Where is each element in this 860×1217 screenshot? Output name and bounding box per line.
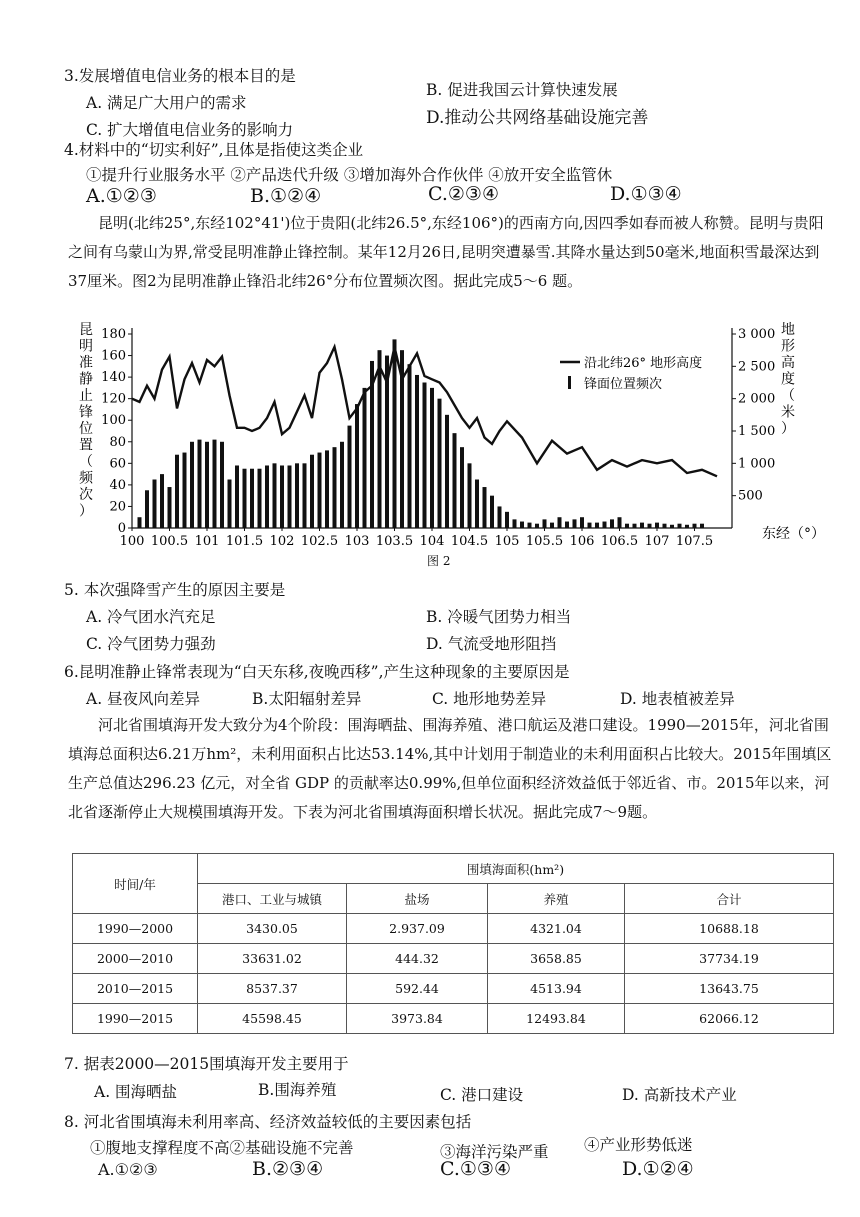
- x-tick-label: 107.5: [675, 534, 714, 549]
- x-tick-label: 105: [494, 534, 520, 549]
- table-cell: 8537.37: [198, 974, 347, 1004]
- q5-option-c: C. 冷气团势力强劲: [86, 635, 216, 653]
- q6-option-a: A. 昼夜风向差异: [86, 690, 201, 708]
- front-frequency-bar: [483, 487, 487, 528]
- q4-option-b: B.①②④: [250, 185, 322, 207]
- table-cell: 1990—2015: [73, 1004, 198, 1034]
- left-tick-label: 100: [101, 413, 126, 429]
- svg-text:昆明准静止锋位置（频次）: 昆明准静止锋位置（频次）: [79, 322, 93, 520]
- x-tick-label: 103.5: [375, 534, 414, 549]
- q8-stem: 8. 河北省围填海未利用率高、经济效益较低的主要因素包括: [64, 1113, 472, 1131]
- x-tick-label: 102: [269, 534, 295, 549]
- x-tick-label: 106: [569, 534, 595, 549]
- table-cell: 33631.02: [198, 944, 347, 974]
- legend-front-frequency: 锋面位置频次: [584, 377, 663, 392]
- front-frequency-bar: [625, 524, 629, 528]
- q6-option-b: B.太阳辐射差异: [252, 690, 362, 708]
- right-tick-label: 1 500: [738, 424, 776, 439]
- front-frequency-bar: [475, 480, 479, 529]
- q8-option-b: B.②③④: [252, 1158, 324, 1180]
- table-cell: 62066.12: [625, 1004, 834, 1034]
- svg-text:地形高度（米）: 地形高度（米）: [781, 322, 795, 437]
- table-cell: 12493.84: [488, 1004, 625, 1034]
- table-cell: 592.44: [347, 974, 488, 1004]
- front-frequency-terrain-chart: [70, 320, 825, 550]
- front-frequency-bar: [235, 465, 239, 528]
- front-frequency-bar: [288, 465, 292, 528]
- left-axis-label: [79, 322, 94, 520]
- table-cell: 3430.05: [198, 914, 347, 944]
- front-frequency-bar: [663, 524, 667, 528]
- front-frequency-bar: [603, 522, 607, 528]
- x-tick-label: 103: [344, 534, 370, 549]
- q8-option-d: D.①②④: [622, 1158, 694, 1180]
- x-tick-label: 105.5: [525, 534, 564, 549]
- x-tick-label: 104: [419, 534, 445, 549]
- front-frequency-bar: [693, 524, 697, 528]
- x-axis-label: 东经（°）: [762, 526, 825, 542]
- q8-option-c: C.①③④: [440, 1158, 511, 1180]
- right-tick-label: 3 000: [738, 327, 776, 342]
- front-frequency-bar: [175, 455, 179, 528]
- table-cell: 13643.75: [625, 974, 834, 1004]
- x-tick-label: 106.5: [600, 534, 639, 549]
- left-tick-label: 20: [109, 499, 126, 515]
- right-tick-label: 500: [738, 488, 763, 504]
- x-tick-label: 101: [194, 534, 220, 549]
- q3-option-a: A. 满足广大用户的需求: [86, 94, 247, 112]
- q7-option-c: C. 港口建设: [440, 1086, 524, 1104]
- right-axis-label: [781, 321, 795, 437]
- front-frequency-bar: [325, 450, 329, 528]
- front-frequency-bar: [700, 524, 704, 528]
- q4-stem: 4.材料中的“切实利好”,且体是指使这类企业: [64, 141, 364, 159]
- front-frequency-bar: [670, 525, 674, 528]
- table-cell: 2000—2010: [73, 944, 198, 974]
- left-tick-label: 180: [101, 327, 126, 342]
- q3-option-b: B. 促进我国云计算快速发展: [426, 81, 618, 99]
- front-frequency-bar: [558, 517, 562, 528]
- front-frequency-bar: [153, 480, 157, 529]
- q4-option-a: A.①②③: [86, 185, 157, 207]
- left-tick-label: 60: [109, 456, 126, 472]
- front-frequency-bar: [423, 383, 427, 529]
- table-cell: 10688.18: [625, 914, 834, 944]
- front-frequency-bar: [355, 404, 359, 528]
- q5-option-d: D. 气流受地形阻挡: [426, 635, 557, 653]
- table-col-header: 盐场: [347, 884, 488, 914]
- q4-items: ①提升行业服务水平 ②产品迭代升级 ③增加海外合作伙伴 ④放开安全监管休: [86, 166, 613, 184]
- q7-option-a: A. 围海晒盐: [94, 1083, 178, 1101]
- front-frequency-bar: [265, 465, 269, 528]
- front-frequency-bar: [273, 463, 277, 528]
- q5-stem: 5. 本次强降雪产生的原因主要是: [64, 581, 286, 599]
- front-frequency-bar: [453, 433, 457, 528]
- q8-option-a: A.①②③: [98, 1160, 158, 1179]
- table-corner-header: 时间/年: [73, 854, 198, 914]
- q8-items-2: ③海洋污染严重: [440, 1143, 549, 1161]
- front-frequency-bar: [588, 523, 592, 528]
- passage-kunming: 昆明(北纬25°,东经102°41')位于贵阳(北纬26.5°,东经106°)的西南方向,因四季如春而被人称赞。昆明与贵阳之间有乌蒙山为界,常受昆明准静止锋控制。某年12月26日,昆明突遭暴雪.其降水量达到50毫米,地面积雪最深达到37厘米。图2为昆明准静止锋沿北纬26°分布位置频次图。据此完成5～6 题。: [68, 214, 824, 290]
- front-frequency-bar: [565, 522, 569, 528]
- q6-option-d: D. 地表植被差异: [620, 690, 735, 708]
- front-frequency-bar: [378, 350, 382, 528]
- passage-hebei: 河北省围填海开发大致分为4个阶段：围海晒盐、围海养殖、港口航运及港口建设。1990—2015年，河北省围填海总面积达6.21万hm²，未利用面积占比达53.14%,其中计划用于制造业的未利用面积占比较大。2015年围填区生产总值达296.23 亿元，对全省 GDP 的贡献率达0.99%,但单位面积经济效益低于邻近省、市。2015年以来，河北省逐渐停止大规模围填海开发。下表为河北省围填海面积增长状况。据此完成7～9题。: [68, 716, 832, 821]
- front-frequency-bar: [520, 522, 524, 528]
- table-row: [73, 914, 834, 944]
- front-frequency-bar: [535, 524, 539, 528]
- front-frequency-bar: [348, 426, 352, 528]
- table-cell: 3973.84: [347, 1004, 488, 1034]
- front-frequency-bar: [513, 519, 517, 528]
- left-tick-label: 120: [101, 391, 126, 407]
- front-frequency-bar: [430, 388, 434, 528]
- q8-items-3: ④产业形势低迷: [584, 1136, 693, 1154]
- table-group-header: 围填海面积(hm²): [198, 854, 834, 884]
- q3-option-c: C. 扩大增值电信业务的影响力: [86, 121, 294, 139]
- front-frequency-bar: [438, 399, 442, 528]
- left-tick-label: 140: [101, 370, 126, 386]
- table-cell: 45598.45: [198, 1004, 347, 1034]
- q5-option-b: B. 冷暖气团势力相当: [426, 608, 572, 626]
- front-frequency-bar: [505, 512, 509, 528]
- table-col-header: 合计: [625, 884, 834, 914]
- front-frequency-bar: [610, 519, 614, 528]
- front-frequency-bar: [213, 440, 217, 528]
- front-frequency-bar: [363, 388, 367, 528]
- table-cell: 4513.94: [488, 974, 625, 1004]
- table-cell: 2.937.09: [347, 914, 488, 944]
- legend-terrain: 沿北纬26° 地形高度: [584, 356, 703, 371]
- front-frequency-bar: [205, 442, 209, 528]
- table-row: [73, 944, 834, 974]
- front-frequency-bar: [685, 525, 689, 528]
- reclamation-area-table: [72, 853, 834, 1034]
- front-frequency-bar: [340, 442, 344, 528]
- q7-option-d: D. 高新技术产业: [622, 1086, 737, 1104]
- front-frequency-bar: [580, 517, 584, 528]
- front-frequency-bar: [220, 442, 224, 528]
- q3-option-d: D.推动公共网络基础设施完善: [426, 108, 649, 128]
- front-frequency-bar: [640, 523, 644, 528]
- front-frequency-bar: [468, 463, 472, 528]
- q5-option-a: A. 冷气团水汽充足: [86, 608, 216, 626]
- front-frequency-bar: [250, 469, 254, 528]
- front-frequency-bar: [648, 524, 652, 528]
- q4-option-c: C.②③④: [428, 183, 499, 205]
- right-tick-label: 2 500: [738, 359, 776, 375]
- front-frequency-bar: [408, 364, 412, 528]
- x-tick-label: 107: [644, 534, 670, 549]
- front-frequency-bar: [168, 487, 172, 528]
- table-cell: 3658.85: [488, 944, 625, 974]
- q7-stem: 7. 据表2000—2015围填海开发主要用于: [64, 1055, 349, 1073]
- front-frequency-bar: [198, 440, 202, 528]
- front-frequency-bar: [303, 463, 307, 528]
- front-frequency-bar: [318, 453, 322, 528]
- front-frequency-bar: [280, 465, 284, 528]
- x-tick-label: 101.5: [225, 534, 264, 549]
- table-row: [73, 974, 834, 1004]
- front-frequency-bar: [595, 523, 599, 528]
- q6-option-c: C. 地形地势差异: [432, 690, 547, 708]
- front-frequency-bar: [498, 506, 502, 528]
- front-frequency-bar: [228, 480, 232, 529]
- front-frequency-bar: [618, 517, 622, 528]
- legend-bar-swatch: [568, 376, 571, 389]
- q3-stem: 3.发展增值电信业务的根本目的是: [64, 67, 296, 85]
- front-frequency-bar: [678, 524, 682, 528]
- left-tick-label: 160: [101, 348, 126, 364]
- right-tick-label: 2 000: [738, 391, 776, 407]
- front-frequency-bar: [138, 517, 142, 528]
- front-frequency-bar: [393, 339, 397, 528]
- front-frequency-bar: [333, 447, 337, 528]
- front-frequency-bar: [543, 519, 547, 528]
- table-cell: 444.32: [347, 944, 488, 974]
- front-frequency-bar: [243, 469, 247, 528]
- left-tick-label: 80: [109, 434, 126, 450]
- chart-legend: [560, 355, 702, 392]
- q6-stem: 6.昆明准静止锋常表现为“白天东移,夜晚西移”,产生这种现象的主要原因是: [64, 663, 570, 681]
- q7-option-b: B.围海养殖: [258, 1081, 337, 1099]
- front-frequency-bar: [310, 455, 314, 528]
- front-frequency-bar: [445, 415, 449, 528]
- q4-option-d: D.①③④: [610, 183, 682, 205]
- front-frequency-bar: [460, 447, 464, 528]
- left-tick-label: 40: [109, 477, 126, 493]
- front-frequency-bar: [528, 523, 532, 528]
- q8-items-1: ①腹地支撑程度不高②基础设施不完善: [90, 1139, 354, 1157]
- table-col-header: 养殖: [488, 884, 625, 914]
- front-frequency-bar: [550, 523, 554, 528]
- front-frequency-bar: [655, 523, 659, 528]
- front-frequency-bar: [183, 453, 187, 528]
- table-col-header: 港口、工业与城镇: [198, 884, 347, 914]
- left-tick-label: 0: [117, 521, 126, 536]
- x-tick-label: 100: [119, 534, 145, 549]
- front-frequency-bar: [490, 496, 494, 528]
- front-frequency-bar: [160, 474, 164, 528]
- figure-caption: 图 2: [427, 554, 451, 568]
- x-tick-label: 100.5: [150, 534, 189, 549]
- table-cell: 1990—2000: [73, 914, 198, 944]
- front-frequency-bar: [258, 469, 262, 528]
- front-frequency-bar: [415, 375, 419, 528]
- table-cell: 37734.19: [625, 944, 834, 974]
- x-tick-label: 104.5: [450, 534, 489, 549]
- table-cell: 4321.04: [488, 914, 625, 944]
- right-tick-label: 1 000: [738, 456, 776, 472]
- table-cell: 2010—2015: [73, 974, 198, 1004]
- front-frequency-bar: [295, 463, 299, 528]
- table-row: [73, 1004, 834, 1034]
- front-frequency-bar: [633, 524, 637, 528]
- x-tick-label: 102.5: [300, 534, 339, 549]
- front-frequency-bar: [573, 519, 577, 528]
- front-frequency-bar: [145, 490, 149, 528]
- front-frequency-bar: [190, 442, 194, 528]
